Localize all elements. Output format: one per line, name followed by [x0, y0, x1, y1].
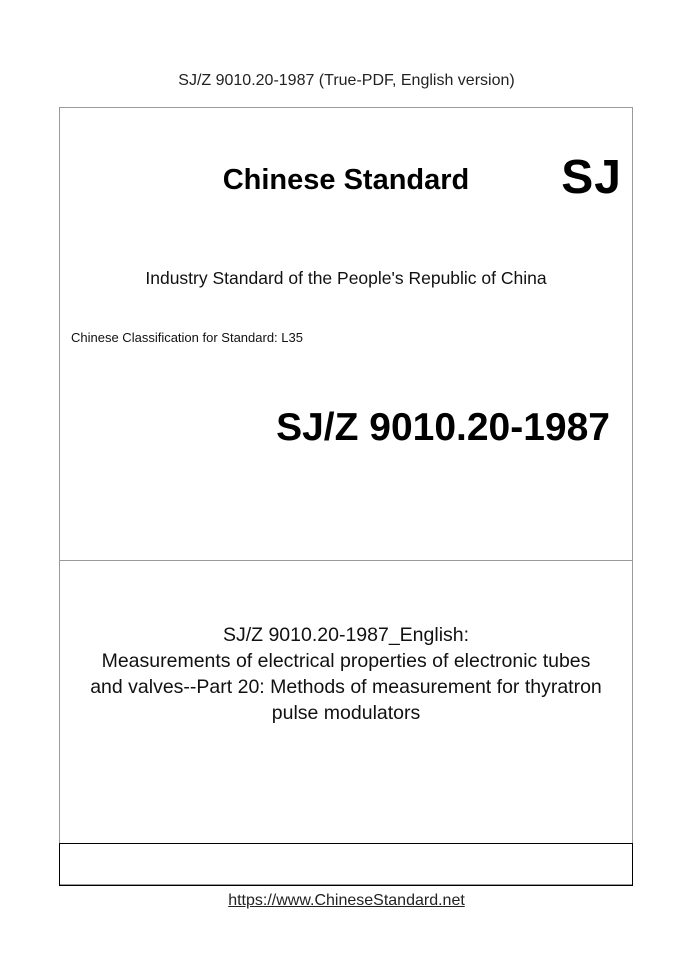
description-line: Measurements of electrical properties of electronic tubes — [101, 650, 591, 672]
description-line: SJ/Z 9010.20-1987_English: — [222, 624, 470, 646]
standard-code: SJ/Z 9010.20-1987 — [276, 406, 610, 449]
sj-logo: SJ — [561, 151, 622, 204]
cover-frame — [59, 107, 633, 885]
cover-subtitle: Industry Standard of the People's Republic of China — [145, 268, 547, 288]
cover-title-text: Chinese Standard — [222, 164, 470, 196]
website-link[interactable]: https://www.ChineseStandard.net — [228, 892, 465, 909]
cover-footer-strip — [59, 843, 633, 886]
description-line: and valves--Part 20: Methods of measurement for thyratron — [90, 676, 602, 698]
section-divider — [60, 560, 632, 561]
cover-title — [60, 164, 632, 197]
standard-description — [70, 622, 622, 726]
description-line: pulse modulators — [271, 702, 421, 724]
page-header-title: SJ/Z 9010.20-1987 (True-PDF, English version) — [178, 72, 515, 89]
classification-label: Chinese Classification for Standard: L35 — [71, 330, 303, 345]
